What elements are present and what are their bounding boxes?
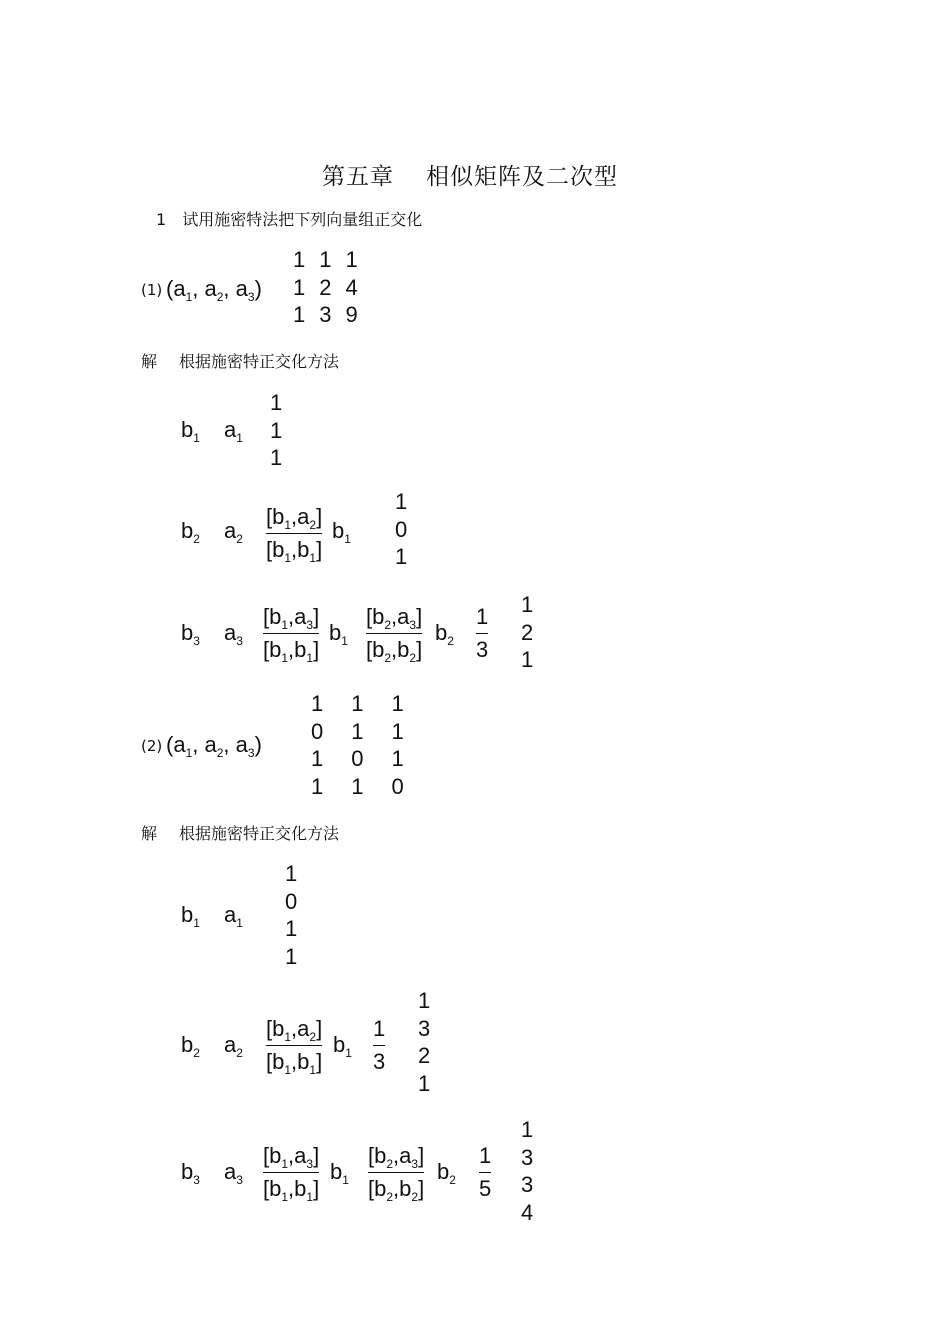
part1-b3-eq: $b_3$ $a_3$ [181, 620, 243, 648]
part1-b2-projection-frac: $[b_1,a_2]$ $[b_1,b_1]$ [266, 504, 323, 565]
matrix-row [311, 718, 404, 746]
vector-entry: 1 [521, 592, 534, 617]
part2-b3-frac2: $[b_2,a_3]$ $[b_2,b_2]$ [368, 1143, 425, 1204]
part1-b2-eq: $b_2$ $a_2$ [181, 518, 243, 546]
chapter-name: 相似矩阵及二次型 [426, 164, 618, 190]
vector-entry: 1 [521, 1117, 534, 1142]
matrix-row [293, 274, 358, 302]
matrix-row [311, 690, 404, 718]
matrix-cell: 1 [391, 718, 404, 744]
vector-entry: 3 [521, 1144, 534, 1170]
vector-entry: 1 [418, 988, 431, 1013]
part1-b1-eq: $b_1$ $a_1$ [181, 417, 243, 445]
part1-solution-line [141, 349, 339, 372]
vector-entry: 1 [270, 445, 283, 470]
matrix-row [311, 773, 404, 801]
part1-vector-tuple: ($a_1$, $a_2$, $a_3$) [166, 276, 262, 304]
vector-entry: 1 [395, 544, 408, 569]
matrix-row [311, 745, 404, 773]
part1-b1-vector [270, 389, 282, 472]
matrix-cell: 1 [391, 746, 404, 771]
matrix-cell: 1 [351, 773, 364, 799]
problem-statement [156, 207, 422, 230]
problem-text: 试用施密特法把下列向量组正交化 [182, 210, 423, 229]
matrix-cell: 0 [311, 718, 324, 744]
part1-label: (1) [141, 281, 163, 299]
chapter-title [322, 158, 618, 191]
part2-matrix [311, 690, 404, 800]
part1-b3-frac1: $[b_1,a_3]$ $[b_1,b_1]$ [263, 604, 320, 665]
matrix-cell: 1 [311, 746, 324, 771]
part1-b3-coef: 1 3 [476, 604, 489, 662]
vector-entry: 3 [521, 1172, 534, 1197]
problem-number: 1 [156, 210, 167, 229]
matrix-cell: 1 [391, 691, 404, 716]
part2-b3-eq: $b_3$ $a_3$ [181, 1159, 243, 1187]
part1-b2-b1-term: $b_1$ [332, 518, 351, 546]
matrix-cell: 1 [311, 691, 324, 716]
vector-entry: 0 [285, 888, 298, 914]
matrix-cell: 1 [293, 302, 306, 327]
matrix-cell: 2 [319, 274, 332, 300]
part2-b2-eq: $b_2$ $a_2$ [181, 1032, 243, 1060]
part1-b3-b2-term: $b_2$ [435, 620, 454, 648]
matrix-cell: 0 [391, 773, 404, 799]
part2-b3-coef: 1 5 [479, 1143, 492, 1201]
vector-entry: 1 [395, 489, 408, 514]
part2-b2-vector [418, 987, 430, 1097]
part2-b2-b1-term: $b_1$ [333, 1032, 352, 1060]
matrix-cell: 4 [345, 274, 358, 300]
matrix-cell: 3 [319, 302, 332, 327]
chapter-number: 第五章 [322, 164, 394, 190]
matrix-cell: 1 [345, 247, 358, 272]
vector-entry: 1 [285, 861, 298, 886]
vector-entry: 4 [521, 1199, 534, 1225]
solution-label: 解 [141, 824, 158, 843]
matrix-cell: 1 [293, 274, 306, 300]
vector-entry: 0 [395, 516, 408, 542]
part2-label: (2) [141, 737, 163, 755]
method-text: 根据施密特正交化方法 [179, 352, 340, 371]
matrix-cell: 1 [351, 691, 364, 716]
part2-b3-b2-term: $b_2$ [437, 1159, 456, 1187]
part2-vector-tuple: ($a_1$, $a_2$, $a_3$) [166, 732, 262, 760]
method-text: 根据施密特正交化方法 [179, 824, 340, 843]
matrix-cell: 1 [311, 773, 324, 799]
matrix-cell: 9 [345, 302, 358, 327]
part2-solution-line [141, 821, 339, 844]
part1-b3-vector [521, 591, 533, 674]
matrix-cell: 1 [319, 247, 332, 272]
vector-entry: 1 [270, 417, 283, 443]
matrix-row [293, 246, 358, 274]
vector-entry: 2 [521, 619, 534, 645]
part2-b2-projection-frac: $[b_1,a_2]$ $[b_1,b_1]$ [266, 1016, 323, 1077]
part1-b3-b1-term: $b_1$ [329, 620, 348, 648]
vector-entry: 2 [418, 1043, 431, 1068]
part1-b2-vector [395, 488, 407, 571]
matrix-cell: 1 [293, 247, 306, 272]
matrix-cell: 0 [351, 746, 364, 771]
part2-b3-vector [521, 1116, 533, 1226]
vector-entry: 1 [270, 390, 283, 415]
part2-b1-vector [285, 860, 297, 970]
solution-label: 解 [141, 352, 158, 371]
vector-entry: 1 [521, 647, 534, 672]
matrix-row [293, 301, 358, 329]
part2-b2-coef: 1 3 [373, 1016, 386, 1074]
part1-b3-frac2: $[b_2,a_3]$ $[b_2,b_2]$ [366, 604, 423, 665]
part2-b3-b1-term: $b_1$ [330, 1159, 349, 1187]
vector-entry: 3 [418, 1015, 431, 1041]
part1-matrix [293, 246, 358, 329]
vector-entry: 1 [418, 1070, 431, 1096]
part2-b3-frac1: $[b_1,a_3]$ $[b_1,b_1]$ [263, 1143, 320, 1204]
part2-b1-eq: $b_1$ $a_1$ [181, 902, 243, 930]
vector-entry: 1 [285, 943, 298, 969]
vector-entry: 1 [285, 916, 298, 941]
matrix-cell: 1 [351, 718, 364, 744]
